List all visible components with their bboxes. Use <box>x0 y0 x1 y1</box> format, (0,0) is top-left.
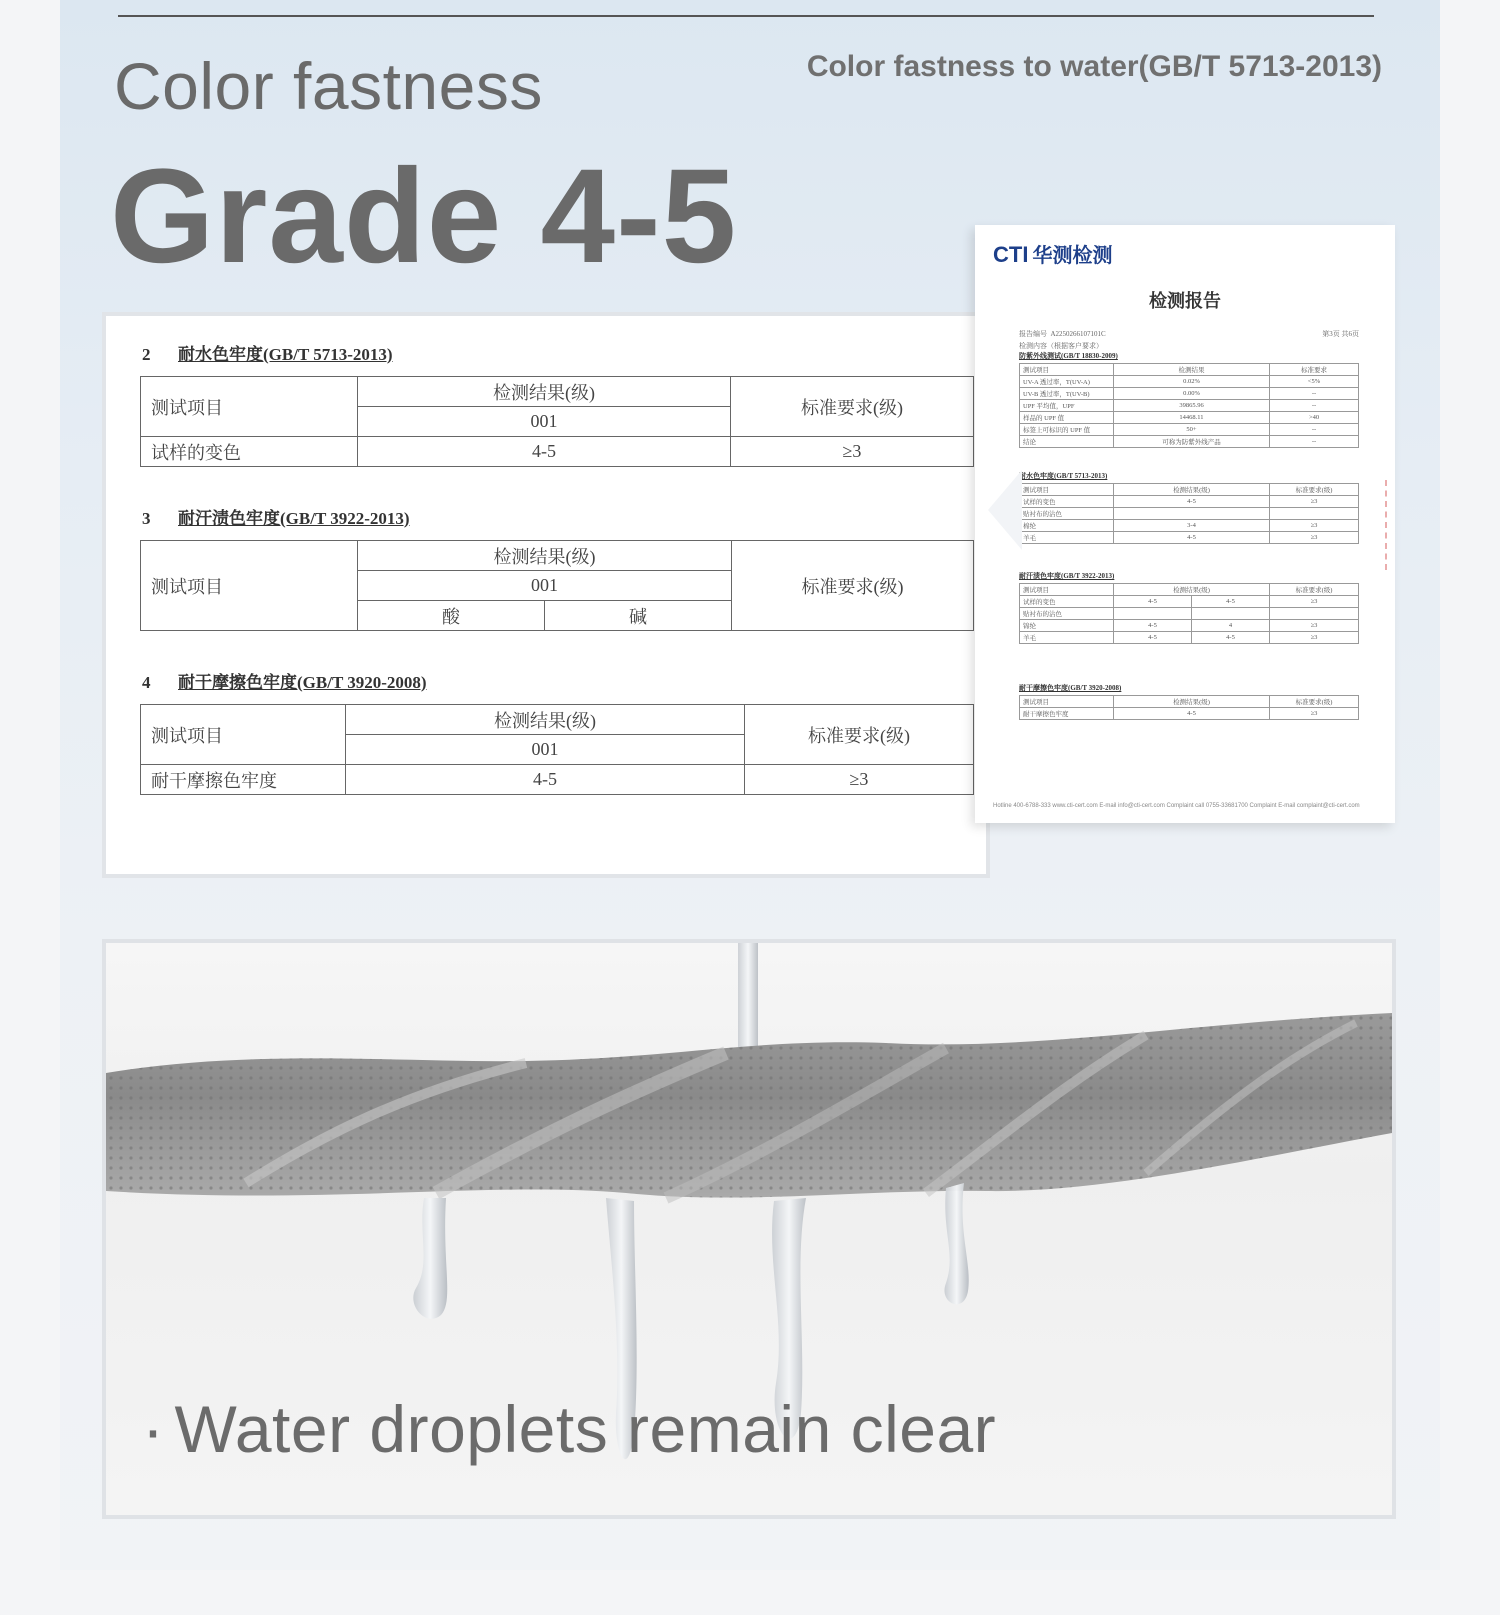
col-result: 检测结果(级) <box>358 377 731 407</box>
cti-logo: CTI 华测检测 <box>993 242 1113 267</box>
cert-section-1-title: 防紫外线测试(GB/T 18830-2009) <box>1019 352 1118 360</box>
callout-pointer <box>988 470 1022 550</box>
cert-water-table: 测试项目 检测结果(级) 标准要求(级) 试样的变色 4-5 ≥3 贴衬布的沾色 棉纶 3-4 ≥3 羊毛 4-5 ≥3 <box>1019 483 1359 544</box>
col-result: 检测结果(级) <box>358 541 732 571</box>
cert-section-2-title: 耐水色牢度(GB/T 5713-2013) <box>1019 472 1108 480</box>
caption-bullet: · <box>142 1392 165 1466</box>
content-label: 检测内容（根据客户要求） <box>1019 342 1103 350</box>
cert-section-3-title: 耐汗渍色牢度(GB/T 3922-2013) <box>1019 572 1115 580</box>
row-label: 耐干摩擦色牢度 <box>141 765 346 795</box>
heading-color-fastness: Color fastness <box>114 49 543 123</box>
row-value: 4-5 <box>358 437 731 467</box>
cert-perspiration-table: 测试项目 检测结果(级) 标准要求(级) 试样的变色 4-5 4-5 ≥3 贴衬布的沾色 锦纶 4-5 4 ≥3 羊毛 4-5 4-5 ≥3 <box>1019 583 1359 644</box>
row-value: 4-5 <box>346 765 745 795</box>
row-requirement: ≥3 <box>731 437 974 467</box>
row-label: 试样的变色 <box>141 437 358 467</box>
seal-mark <box>1385 480 1393 570</box>
caption-text: Water droplets remain clear <box>174 1392 997 1466</box>
col-requirement: 标准要求(级) <box>731 377 974 437</box>
cti-certificate <box>975 225 1395 823</box>
col-test-item: 测试项目 <box>141 705 346 765</box>
sample-id: 001 <box>358 407 731 437</box>
cert-section-4-title: 耐干摩擦色牢度(GB/T 3920-2008) <box>1019 684 1122 692</box>
water-fastness-table <box>140 376 974 467</box>
perspiration-fastness-table <box>140 540 974 631</box>
certificate-title: 检测报告 <box>1149 291 1221 311</box>
section-3-heading: 3 耐汗渍色牢度(GB/T 3922-2013) <box>142 509 410 528</box>
section-2-heading: 2 耐水色牢度(GB/T 5713-2013) <box>142 345 393 364</box>
col-test-item: 测试项目 <box>141 377 358 437</box>
sample-id: 001 <box>358 571 732 601</box>
fabric-photo <box>106 943 1392 1515</box>
cert-rubbing-table: 测试项目 检测结果(级) 标准要求(级) 耐干摩擦色牢度 4-5 ≥3 <box>1019 695 1359 720</box>
dry-rubbing-fastness-table <box>140 704 974 795</box>
top-divider <box>118 15 1374 17</box>
col-requirement: 标准要求(级) <box>745 705 974 765</box>
col-requirement: 标准要求(级) <box>732 541 974 631</box>
test-report-excerpt <box>106 316 986 874</box>
col-result: 检测结果(级) <box>346 705 745 735</box>
col-acid: 酸 <box>358 601 545 631</box>
cert-uv-table: 测试项目 检测结果 标准要求 UV-A 透过率，T(UV-A) 0.02% <5% UV-B 透过率，T(UV-B) 0.00% -- UPF 平均值，UPF 39865.96 -- 样品的 UPF 值 14468.11 >40 标签上可标识的 UPF 值 50+ -- 结论 可称为防紫外线产品 -- <box>1019 363 1359 448</box>
heading-grade: Grade 4-5 <box>110 142 738 291</box>
sample-id: 001 <box>346 735 745 765</box>
section-4-heading: 4 耐干摩擦色牢度(GB/T 3920-2008) <box>142 673 427 692</box>
col-test-item: 测试项目 <box>141 541 358 631</box>
report-number: 报告编号 A2250266107101C <box>1019 330 1106 338</box>
photo-caption <box>142 1391 996 1467</box>
standard-label: Color fastness to water(GB/T 5713-2013) <box>806 50 1382 83</box>
col-alkali: 碱 <box>545 601 732 631</box>
row-requirement: ≥3 <box>745 765 974 795</box>
certificate-footer: Hotline 400-6788-333 www.cti-cert.com E-mail info@cti-cert.com Complaint call 0755-33681700 Complaint E-mail complaint@cti-cert.com <box>993 803 1360 809</box>
page-number: 第3页 共6页 <box>1322 330 1359 338</box>
